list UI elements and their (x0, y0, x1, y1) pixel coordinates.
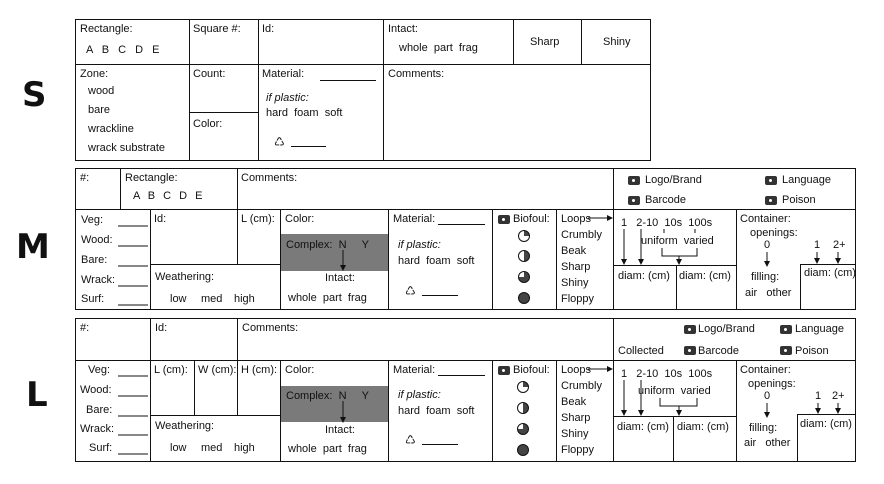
l-zone-label: Wood: (80, 384, 112, 396)
m-intact-options: whole part frag (288, 292, 367, 304)
m-zone-label: Veg: (81, 214, 104, 226)
m-photo-poison: Poison (782, 194, 816, 206)
l-open-0: 0 (764, 390, 771, 402)
m-rectangle-label: Rectangle: (125, 172, 178, 184)
l-color-label: Color: (285, 364, 315, 376)
l-material-label: Material: (393, 364, 436, 376)
m-zone-label: Wrack: (81, 274, 116, 286)
recycle-icon: ♺ (405, 433, 416, 447)
l-diam2-label: diam: (cm) (677, 421, 729, 433)
l-if-plastic-label: if plastic: (398, 389, 441, 401)
s-rectangle-letters: A B C D E (86, 44, 160, 56)
s-zone-item: wrackline (88, 123, 134, 135)
m-diam2-label: diam: (cm) (679, 270, 731, 282)
s-zone-item: wrack substrate (88, 142, 166, 154)
s-square-label: Square #: (193, 23, 241, 35)
m-uniform-varied: uniform varied (641, 235, 714, 247)
l-trait-shiny[interactable]: Shiny (561, 428, 589, 440)
l-height-label: H (cm): (241, 364, 278, 376)
m-container-label: Container: (740, 213, 791, 225)
m-open-1: 1 (814, 239, 821, 251)
l-id-label: Id: (155, 322, 168, 334)
s-color-label: Color: (193, 118, 223, 130)
l-zone-label: Surf: (89, 442, 113, 454)
l-loop-counts: 1 2-10 10s 100s (621, 368, 713, 380)
m-weathering-low: low (170, 293, 187, 305)
s-plastic-options: hard foam soft (266, 107, 343, 119)
l-photo-logo: Logo/Brand (698, 323, 755, 335)
size-label-s: S (22, 75, 47, 115)
m-diam3-label: diam: (cm) (804, 267, 856, 279)
s-shiny-label: Shiny (603, 36, 631, 48)
m-zone-label: Surf: (81, 293, 105, 305)
m-open-0: 0 (764, 239, 771, 251)
m-plastic-options: hard foam soft (398, 255, 475, 267)
l-weathering-med: med (201, 442, 223, 454)
m-trait-crumbly[interactable]: Crumbly (561, 229, 602, 241)
m-trait-floppy[interactable]: Floppy (561, 293, 595, 305)
m-material-label: Material: (393, 213, 436, 225)
size-label-l: L (26, 375, 48, 415)
s-if-plastic-label: if plastic: (266, 92, 309, 104)
l-diam3-label: diam: (cm) (800, 418, 852, 430)
l-photo-poison: Poison (795, 345, 829, 357)
s-count-label: Count: (193, 68, 226, 80)
l-comments-label: Comments: (242, 322, 299, 334)
m-trait-loops[interactable]: Loops (561, 213, 591, 225)
s-sharp-label: Sharp (530, 36, 560, 48)
l-trait-loops[interactable]: Loops (561, 364, 591, 376)
m-open-2plus: 2+ (833, 239, 846, 251)
l-complex-label[interactable]: Complex: N Y (286, 390, 369, 402)
m-filling-options: air other (745, 287, 792, 299)
l-intact-label: Intact: (325, 424, 355, 436)
l-weathering-label: Weathering: (155, 420, 215, 432)
m-weathering-label: Weathering: (155, 271, 215, 283)
recycle-icon: ♺ (405, 284, 416, 298)
m-photo-barcode: Barcode (645, 194, 686, 206)
m-photo-logo: Logo/Brand (645, 174, 702, 186)
m-rectangle-letters: A B C D E (133, 190, 203, 202)
l-plastic-options: hard foam soft (398, 405, 475, 417)
l-trait-floppy[interactable]: Floppy (561, 444, 595, 456)
l-container-label: Container: (740, 364, 791, 376)
l-zone-label: Bare: (86, 404, 113, 416)
m-zone-label: Bare: (81, 254, 108, 266)
m-id-label: Id: (154, 213, 167, 225)
s-zone-item: bare (88, 104, 111, 116)
m-if-plastic-label: if plastic: (398, 239, 441, 251)
s-intact-label: Intact: (388, 23, 418, 35)
m-weathering-high: high (234, 293, 255, 305)
s-material-label: Material: (262, 68, 305, 80)
m-complex-label[interactable]: Complex: N Y (286, 239, 369, 251)
m-trait-sharp[interactable]: Sharp (561, 261, 591, 273)
m-intact-label: Intact: (325, 272, 355, 284)
s-zone-label: Zone: (80, 68, 109, 80)
l-width-label: W (cm): (198, 364, 237, 376)
l-trait-sharp[interactable]: Sharp (561, 412, 591, 424)
l-trait-beak[interactable]: Beak (561, 396, 587, 408)
l-diam1-label: diam: (cm) (617, 421, 669, 433)
m-comments-label: Comments: (241, 172, 298, 184)
l-biofoul-label: Biofoul: (513, 364, 550, 376)
s-rectangle-label: Rectangle: (80, 23, 133, 35)
m-biofoul-label: Biofoul: (513, 213, 550, 225)
l-open-2plus: 2+ (832, 390, 845, 402)
l-zone-label: Wrack: (80, 423, 115, 435)
size-label-m: M (16, 227, 50, 267)
l-number-label: #: (80, 322, 90, 334)
l-length-label: L (cm): (154, 364, 188, 376)
m-zone-label: Wood: (81, 234, 113, 246)
s-comments-label: Comments: (388, 68, 445, 80)
m-loop-counts: 1 2-10 10s 100s (621, 217, 713, 229)
m-trait-beak[interactable]: Beak (561, 245, 587, 257)
l-filling-options: air other (744, 437, 791, 449)
l-weathering-high: high (234, 442, 255, 454)
m-length-label: L (cm): (241, 213, 275, 225)
l-open-1: 1 (815, 390, 822, 402)
s-zone-item: wood (88, 85, 115, 97)
s-id-label: Id: (262, 23, 275, 35)
m-weathering-med: med (201, 293, 223, 305)
m-openings-label: openings: (750, 227, 798, 239)
m-number-label: #: (80, 172, 90, 184)
m-color-label: Color: (285, 213, 315, 225)
l-intact-options: whole part frag (288, 443, 367, 455)
m-trait-shiny[interactable]: Shiny (561, 277, 589, 289)
m-photo-language: Language (782, 174, 831, 186)
s-intact-options: whole part frag (399, 42, 478, 54)
l-uniform-varied: uniform varied (638, 385, 711, 397)
l-trait-crumbly[interactable]: Crumbly (561, 380, 602, 392)
l-openings-label: openings: (748, 378, 796, 390)
l-collected-label: Collected (618, 345, 664, 357)
m-diam1-label: diam: (cm) (618, 270, 670, 282)
recycle-icon: ♺ (274, 135, 285, 149)
l-photo-barcode: Barcode (698, 345, 739, 357)
l-photo-language: Language (795, 323, 844, 335)
l-weathering-low: low (170, 442, 187, 454)
l-filling-label: filling: (749, 422, 778, 434)
m-filling-label: filling: (751, 271, 780, 283)
l-zone-label: Veg: (88, 364, 111, 376)
